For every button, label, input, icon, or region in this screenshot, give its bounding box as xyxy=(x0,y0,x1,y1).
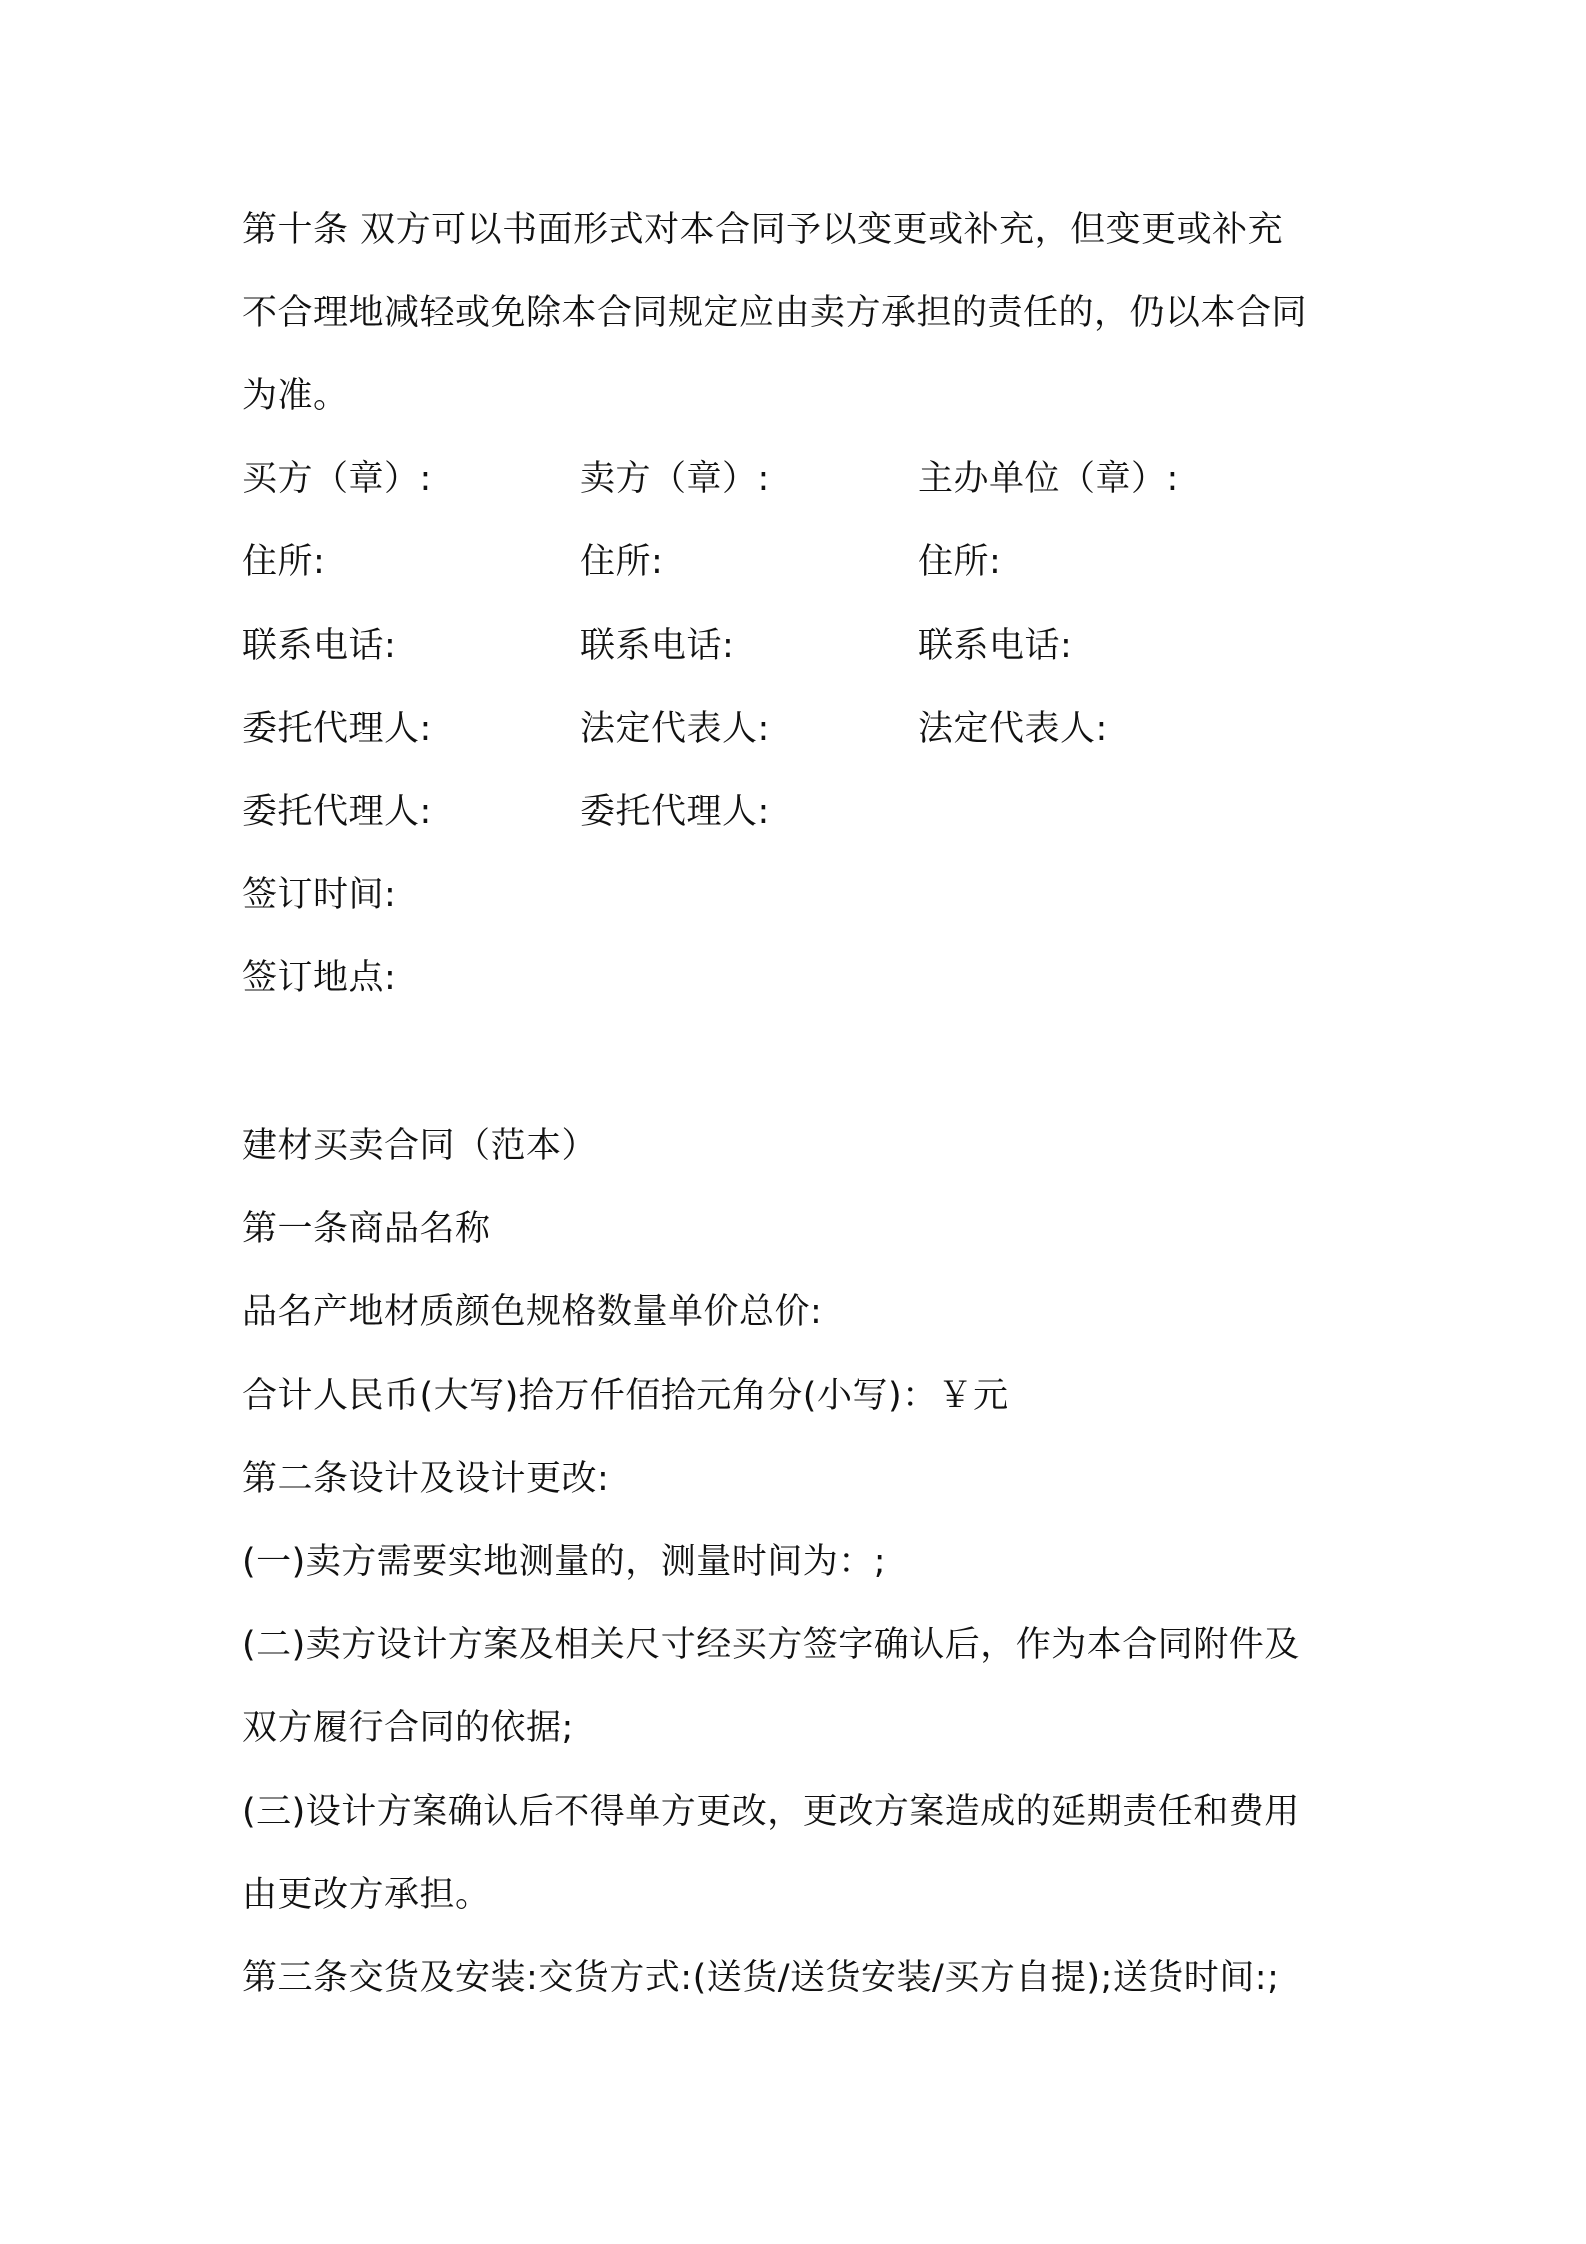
contract-title: 建材买卖合同（范本） xyxy=(242,1126,598,1166)
seller-seal-label: 卖方（章）: xyxy=(580,459,770,499)
article1-heading: 第一条商品名称 xyxy=(242,1209,491,1249)
article2-item-3-line-1: (三)设计方案确认后不得单方更改，更改方案造成的延期责任和费用 xyxy=(242,1792,1300,1832)
seller-address-label: 住所: xyxy=(580,542,664,582)
organizer-legal-rep-label: 法定代表人: xyxy=(918,709,1108,749)
article2-heading: 第二条设计及设计更改: xyxy=(242,1459,610,1499)
seller-phone-label: 联系电话: xyxy=(580,626,735,666)
article3-line-1: 第三条交货及安装:交货方式:(送货/送货安装/买方自提);送货时间:; xyxy=(242,1958,1280,1998)
total-amount-line: 合计人民币(大写)拾万仟佰拾元角分(小写)：￥元 xyxy=(242,1376,1009,1416)
article10-line-1: 第十条 双方可以书面形式对本合同予以变更或补充，但变更或补充 xyxy=(242,210,1284,250)
sign-time-label: 签订时间: xyxy=(242,875,397,915)
seller-legal-rep-label: 法定代表人: xyxy=(580,709,770,749)
buyer-agent-label: 委托代理人: xyxy=(242,709,432,749)
article10-line-2: 不合理地减轻或免除本合同规定应由卖方承担的责任的，仍以本合同 xyxy=(242,293,1308,333)
article2-item-2-line-2: 双方履行合同的依据; xyxy=(242,1708,574,1748)
article2-item-1: (一)卖方需要实地测量的，测量时间为：; xyxy=(242,1542,887,1582)
organizer-address-label: 住所: xyxy=(918,542,1002,582)
article1-fields: 品名产地材质颜色规格数量单价总价: xyxy=(242,1292,823,1332)
buyer-agent-label-2: 委托代理人: xyxy=(242,792,432,832)
buyer-phone-label: 联系电话: xyxy=(242,626,397,666)
buyer-seal-label: 买方（章）: xyxy=(242,459,432,499)
organizer-phone-label: 联系电话: xyxy=(918,626,1073,666)
article2-item-3-line-2: 由更改方承担。 xyxy=(242,1875,491,1915)
buyer-address-label: 住所: xyxy=(242,542,326,582)
article10-line-3: 为准。 xyxy=(242,376,349,416)
sign-place-label: 签订地点: xyxy=(242,958,397,998)
organizer-seal-label: 主办单位（章）: xyxy=(918,459,1179,499)
article2-item-2-line-1: (二)卖方设计方案及相关尺寸经买方签字确认后，作为本合同附件及 xyxy=(242,1625,1300,1665)
seller-agent-label: 委托代理人: xyxy=(580,792,770,832)
